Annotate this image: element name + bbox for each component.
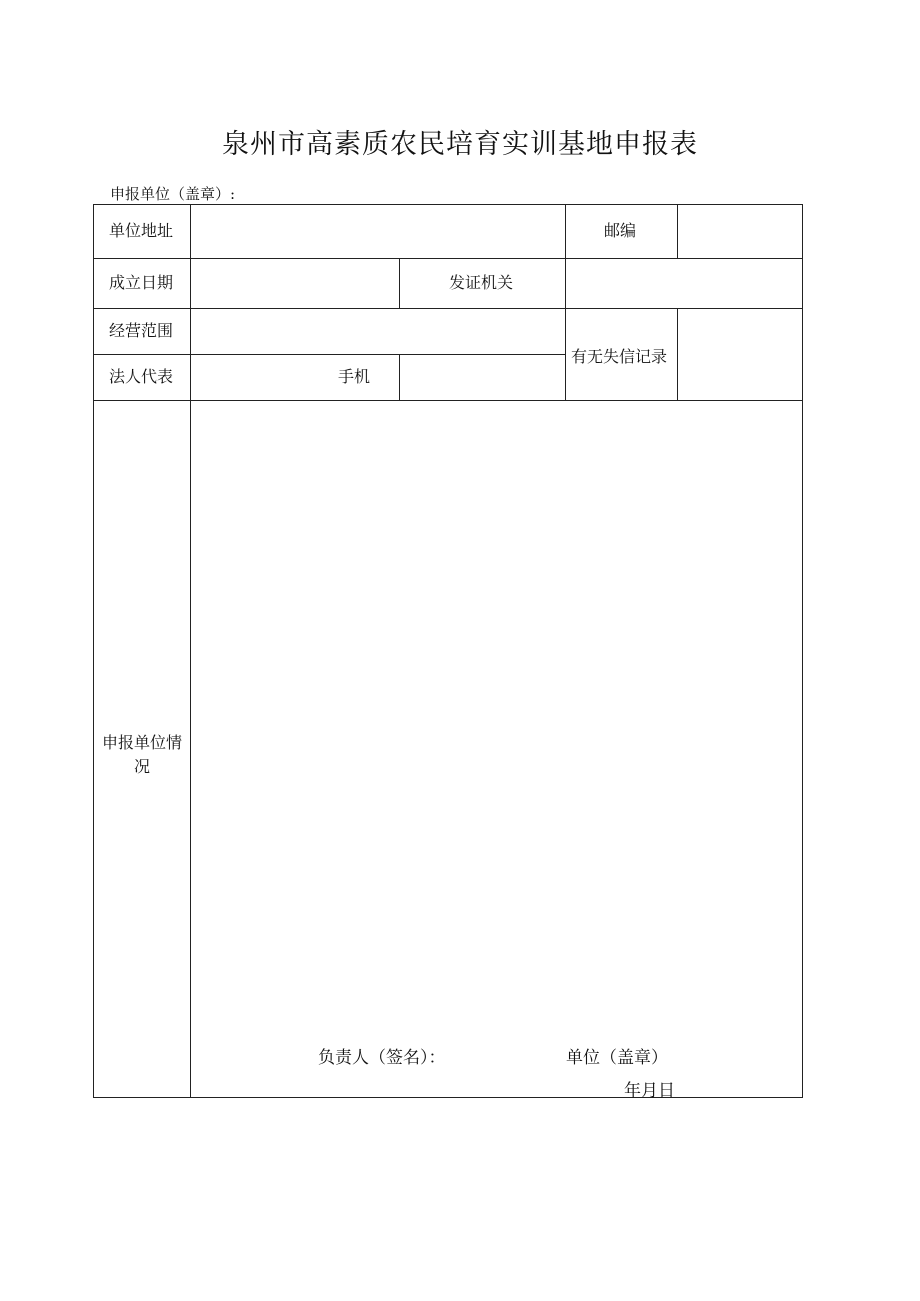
- address-label: 单位地址: [109, 221, 174, 240]
- postcode-label: 邮编: [604, 221, 637, 240]
- situation-label: [100, 731, 184, 779]
- row-divider: [93, 258, 803, 259]
- table-border-top: [93, 204, 803, 205]
- column-divider: [565, 204, 566, 401]
- column-divider: [677, 308, 678, 401]
- table-border-bottom: [93, 1097, 803, 1098]
- credit-record-label: 有无失信记录: [571, 347, 668, 366]
- row-divider: [93, 308, 803, 309]
- situation-label-line1: 申报单位情: [101, 733, 182, 752]
- table-border-left: [93, 204, 94, 1098]
- founded-date-label: 成立日期: [109, 273, 174, 292]
- situation-label-line2: 况: [133, 757, 150, 776]
- row-divider: [93, 400, 803, 401]
- column-divider: [677, 204, 678, 259]
- business-scope-label: 经营范围: [109, 321, 174, 340]
- mobile-label: 手机: [338, 367, 371, 386]
- column-divider: [190, 204, 191, 1098]
- column-divider: [399, 354, 400, 401]
- legal-representative-label: 法人代表: [109, 367, 174, 386]
- applicant-unit-label: 申报单位（盖章）:: [110, 185, 236, 203]
- table-border-right: [802, 204, 803, 1098]
- page-title: 泉州市高素质农民培育实训基地申报表: [222, 129, 698, 160]
- column-divider: [399, 258, 400, 309]
- issuing-authority-label: 发证机关: [449, 273, 514, 292]
- signer-label: 负责人（签名）：: [318, 1048, 446, 1068]
- date-label: 年月日: [624, 1081, 675, 1101]
- row-divider: [93, 354, 566, 355]
- unit-seal-label: 单位（盖章）: [566, 1048, 668, 1068]
